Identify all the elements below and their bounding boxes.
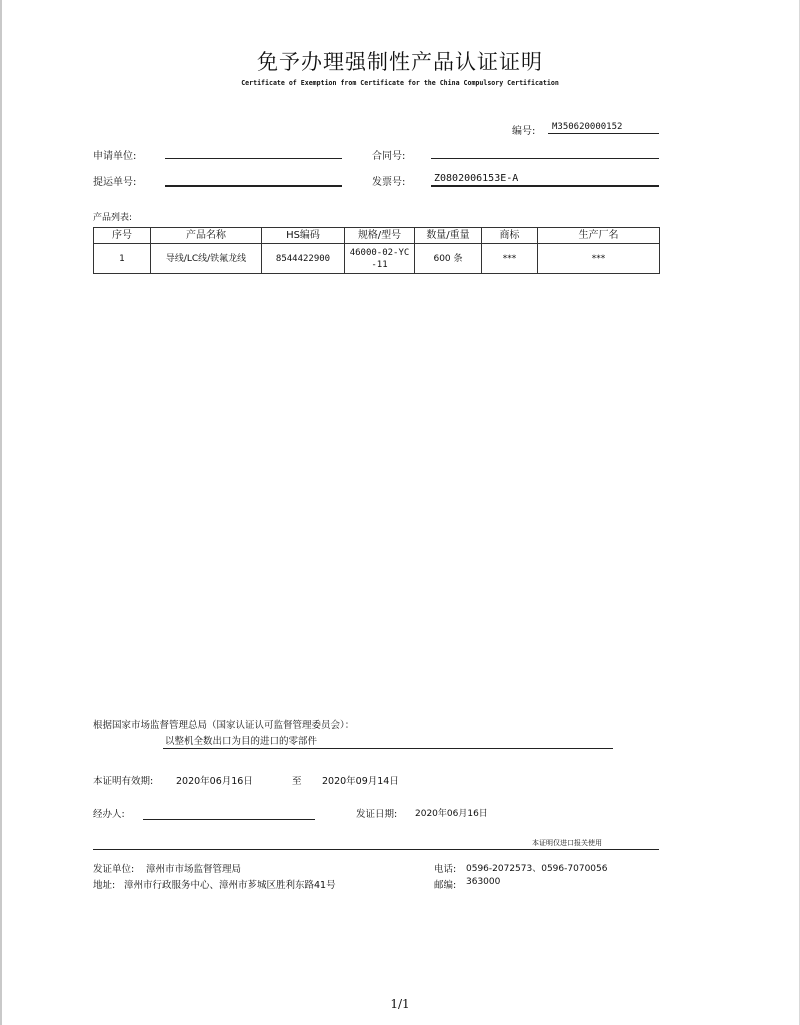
- header-product-name: 产品名称: [151, 228, 262, 244]
- cell-manufacturer: ***: [538, 244, 660, 274]
- phone-value: 0596-2072573、0596-7070056: [466, 864, 608, 874]
- validity-to: 2020年09月14日: [322, 776, 399, 787]
- header-manufacturer: 生产厂名: [538, 228, 660, 244]
- postcode-label: 邮编:: [434, 880, 457, 891]
- cell-product-name: 导线/LC线/铁氟龙线: [151, 244, 262, 274]
- header-hs-code: HS编码: [262, 228, 345, 244]
- invoice-underline: [431, 185, 659, 187]
- header-brand: 商标: [482, 228, 538, 244]
- basis-line-1: 根据国家市场监督管理总局（国家认证认可监督管理委员会）：: [93, 720, 355, 731]
- header-no: 序号: [94, 228, 151, 244]
- header-quantity: 数量/重量: [415, 228, 482, 244]
- address-label: 地址:: [93, 880, 116, 891]
- cell-quantity: 600 条: [415, 244, 482, 274]
- cell-brand: ***: [482, 244, 538, 274]
- table-header-row: [94, 228, 660, 244]
- product-list-label: 产品列表:: [93, 213, 133, 223]
- basis-underline: [163, 748, 613, 749]
- usage-note: 本证明仅进口报关使用: [532, 839, 602, 847]
- product-table: [93, 227, 660, 274]
- issue-date-label: 发证日期:: [356, 809, 398, 820]
- document-subtitle: Certificate of Exemption from Certificate for the China Compulsory Certification: [241, 79, 559, 87]
- cell-hs-code: 8544422900: [262, 244, 345, 274]
- basis-line-2: 以整机全数出口为目的进口的零部件: [165, 736, 318, 747]
- header-model: 规格/型号: [345, 228, 415, 244]
- validity-to-word: 至: [292, 776, 302, 787]
- bill-label: 提运单号:: [93, 177, 137, 188]
- number-value: M350620000152: [552, 122, 623, 132]
- handler-underline: [143, 819, 315, 820]
- applicant-underline: [165, 158, 342, 159]
- phone-label: 电话:: [434, 864, 457, 875]
- applicant-label: 申请单位:: [93, 151, 137, 162]
- table-row: [94, 244, 660, 274]
- invoice-value: Z0802006153E-A: [434, 173, 519, 184]
- footer-rule: [93, 849, 659, 850]
- number-underline: [548, 133, 659, 134]
- issuer-label: 发证单位:: [93, 864, 135, 875]
- address-value: 漳州市行政服务中心、漳州市芗城区胜利东路41号: [124, 880, 336, 891]
- cell-no: 1: [94, 244, 151, 274]
- page-left-edge: [0, 0, 2, 1025]
- postcode-value: 363000: [466, 877, 501, 887]
- handler-label: 经办人:: [93, 809, 125, 820]
- issue-date: 2020年06月16日: [415, 809, 488, 819]
- document-title: 免予办理强制性产品认证证明: [257, 50, 543, 74]
- number-label: 编号:: [512, 126, 536, 137]
- contract-label: 合同号:: [372, 151, 406, 162]
- bill-underline: [165, 185, 342, 187]
- contract-underline: [431, 158, 659, 159]
- cell-model: 46000-02-YC-11: [345, 244, 415, 274]
- validity-label: 本证明有效期:: [93, 776, 154, 787]
- page-indicator: 1/1: [390, 997, 410, 1011]
- validity-from: 2020年06月16日: [176, 776, 253, 787]
- issuer-value: 漳州市市场监督管理局: [146, 864, 242, 875]
- invoice-label: 发票号:: [372, 177, 406, 188]
